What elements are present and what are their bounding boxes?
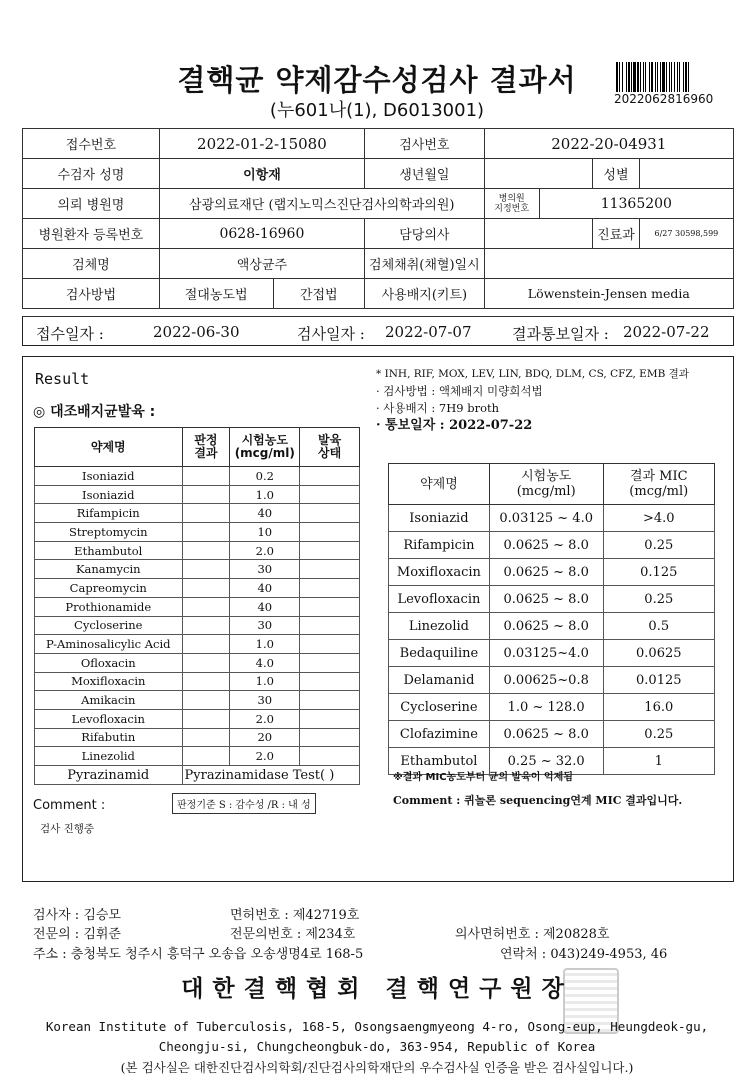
table-row — [35, 467, 360, 486]
cell-empty — [182, 728, 230, 747]
comment-value: 검사 진행중 — [40, 823, 95, 835]
tester: 검사자 : 김승모 — [33, 908, 121, 923]
absolute-concentration-table — [34, 427, 360, 785]
cell-drug: Cycloserine — [35, 616, 183, 635]
pyrazinamide-drug: Pyrazinamid — [35, 766, 183, 785]
cell-drug: Rifabutin — [35, 728, 183, 747]
cell-empty — [182, 579, 230, 598]
notified-date: 2022-07-22 — [623, 323, 710, 341]
cell-empty — [182, 485, 230, 504]
cell-empty — [182, 523, 230, 542]
specimen: 액상균주 — [159, 249, 364, 279]
cell-conc: 2.0 — [230, 709, 300, 728]
cell-conc: 2.0 — [230, 747, 300, 766]
test-no: 2022-20-04931 — [484, 129, 733, 159]
notified-label: 결과통보일자 : — [512, 325, 609, 343]
table-row — [35, 523, 360, 542]
cell-conc: 10 — [230, 523, 300, 542]
table-row — [35, 653, 360, 672]
hospital-code: 11365200 — [539, 189, 733, 219]
col-header: 시험농도 (mcg/ml) — [230, 428, 300, 467]
patient-info-table — [22, 128, 734, 309]
received-label: 접수일자 : — [36, 325, 104, 343]
table-row — [35, 560, 360, 579]
address: 주소 : 충청북도 청주시 흥덕구 오송읍 오송생명4로 168-5 — [33, 947, 364, 962]
criteria-note: 판정기준 S : 감수성 /R : 내 성 — [172, 793, 316, 814]
pyrazinamide-test: Pyrazinamidase Test( ) — [182, 766, 359, 785]
table-row — [35, 709, 360, 728]
label: 검사방법 — [23, 279, 160, 309]
cell-range: 0.03125~4.0 — [489, 640, 603, 667]
cell-empty — [300, 579, 360, 598]
table-row — [389, 721, 715, 748]
certification-note: (본 검사실은 대한진단검사의학회/진단검사의학재단의 우수검사실 인증을 받은 검사실입니다.) — [120, 1060, 634, 1075]
cell-drug: Levofloxacin — [35, 709, 183, 728]
label: 생년월일 — [365, 159, 485, 189]
cell-empty — [300, 616, 360, 635]
mic-notify: · 통보일자 : 2022-07-22 — [376, 418, 533, 433]
cell-empty — [182, 672, 230, 691]
receipt-no: 2022-01-2-15080 — [159, 129, 364, 159]
cell-conc: 30 — [230, 616, 300, 635]
cell-conc: 30 — [230, 691, 300, 710]
cell-empty — [300, 728, 360, 747]
cell-mic: 0.25 — [603, 586, 714, 613]
method-1: 절대농도법 — [159, 279, 273, 309]
cell-empty — [182, 560, 230, 579]
cell-drug: P-Aminosalicylic Acid — [35, 635, 183, 654]
cell-empty — [300, 541, 360, 560]
cell-empty — [300, 691, 360, 710]
license-no: 면허번호 : 제42719호 — [230, 908, 360, 923]
cell-mic: 0.0125 — [603, 667, 714, 694]
cell-mic: 0.5 — [603, 613, 714, 640]
table-row — [35, 616, 360, 635]
cell-mic: >4.0 — [603, 505, 714, 532]
mic-note: ※결과 MIC농도부터 균의 발육이 억제됨 — [393, 772, 573, 783]
cell-drug: Isoniazid — [35, 467, 183, 486]
cell-empty — [300, 560, 360, 579]
label: 성별 — [593, 159, 640, 189]
method-2: 간접법 — [273, 279, 365, 309]
cell-empty — [300, 747, 360, 766]
cell-mic: 0.125 — [603, 559, 714, 586]
cell-drug: Linezolid — [389, 613, 490, 640]
cell-drug: Delamanid — [389, 667, 490, 694]
table-row — [389, 586, 715, 613]
result-label: Result — [35, 370, 90, 388]
collect — [484, 249, 733, 279]
specialist: 전문의 : 김휘준 — [33, 927, 121, 942]
cell-drug: Isoniazid — [35, 485, 183, 504]
col-header: 발육 상태 — [300, 428, 360, 467]
cell-empty — [300, 653, 360, 672]
cell-empty — [182, 747, 230, 766]
mic-comment: Comment : 퀴놀론 sequencing연계 MIC 결과입니다. — [393, 794, 683, 807]
table-row — [35, 747, 360, 766]
table-row — [35, 485, 360, 504]
cell-range: 0.00625~0.8 — [489, 667, 603, 694]
table-row — [389, 532, 715, 559]
label: 접수번호 — [23, 129, 160, 159]
cell-range: 0.0625 ~ 8.0 — [489, 613, 603, 640]
cell-drug: Capreomycin — [35, 579, 183, 598]
table-row — [389, 667, 715, 694]
cell-drug: Ethambutol — [389, 748, 490, 775]
cell-mic: 0.25 — [603, 721, 714, 748]
cell-mic: 16.0 — [603, 694, 714, 721]
cell-conc: 4.0 — [230, 653, 300, 672]
tested-label: 검사일자 : — [297, 325, 365, 343]
table-row — [35, 635, 360, 654]
birth — [484, 159, 592, 189]
media: Löwenstein-Jensen media — [484, 279, 733, 309]
cell-mic: 1 — [603, 748, 714, 775]
label: 검체명 — [23, 249, 160, 279]
label: 병원환자 등록번호 — [23, 219, 160, 249]
cell-conc: 2.0 — [230, 541, 300, 560]
cell-empty — [300, 523, 360, 542]
cell-empty — [182, 635, 230, 654]
patient-reg: 0628-16960 — [159, 219, 364, 249]
hospital-code-label: 병의원 지정번호 — [484, 189, 539, 219]
mic-media-note: · 사용배지 : 7H9 broth — [376, 401, 500, 415]
table-row — [35, 672, 360, 691]
label: 의뢰 병원명 — [23, 189, 160, 219]
cell-drug: Prothionamide — [35, 597, 183, 616]
table-row — [35, 504, 360, 523]
english-address-1: Korean Institute of Tuberculosis, 168-5, Osongsaengmyeong 4-ro, Osong-eup, Heungdeok-gu, — [45, 1019, 709, 1034]
cell-empty — [182, 691, 230, 710]
hospital: 삼광의료재단 (랩지노믹스진단검사의학과의원) — [159, 189, 484, 219]
cell-empty — [300, 485, 360, 504]
cell-empty — [182, 709, 230, 728]
barcode-bar — [689, 62, 690, 92]
label: 진료과 — [593, 219, 640, 249]
table-row — [389, 613, 715, 640]
barcode — [616, 62, 719, 92]
barcode-number: 2022062816960 — [614, 92, 714, 106]
cell-conc: 40 — [230, 504, 300, 523]
cell-range: 0.25 ~ 32.0 — [489, 748, 603, 775]
cell-conc: 1.0 — [230, 485, 300, 504]
cell-conc: 0.2 — [230, 467, 300, 486]
cell-range: 0.0625 ~ 8.0 — [489, 559, 603, 586]
cell-drug: Levofloxacin — [389, 586, 490, 613]
seal-char: 장 — [541, 976, 573, 1002]
col-header: 시험농도 (mcg/ml) — [489, 464, 603, 505]
cell-drug: Cycloserine — [389, 694, 490, 721]
table-row — [35, 597, 360, 616]
cell-empty — [182, 616, 230, 635]
cell-conc: 1.0 — [230, 635, 300, 654]
cell-empty — [300, 635, 360, 654]
cell-drug: Streptomycin — [35, 523, 183, 542]
table-row — [389, 505, 715, 532]
cell-empty — [182, 541, 230, 560]
cell-drug: Ethambutol — [35, 541, 183, 560]
cell-drug: Kanamycin — [35, 560, 183, 579]
col-header: 판정 결과 — [182, 428, 230, 467]
english-address-2: Cheongju-si, Chungcheongbuk-do, 363-954, Republic of Korea — [158, 1039, 596, 1054]
dates-row — [22, 316, 734, 346]
cell-mic: 0.0625 — [603, 640, 714, 667]
cell-empty — [182, 467, 230, 486]
table-row — [35, 579, 360, 598]
cell-empty — [182, 504, 230, 523]
cell-range: 0.0625 ~ 8.0 — [489, 586, 603, 613]
mic-table — [388, 463, 715, 775]
cell-empty — [300, 597, 360, 616]
cell-drug: Moxifloxacin — [35, 672, 183, 691]
comment-label: Comment : — [33, 798, 106, 813]
table-row — [389, 559, 715, 586]
contact: 연락처 : 043)249-4953, 46 — [500, 947, 668, 962]
table-row — [389, 640, 715, 667]
table-row — [35, 728, 360, 747]
doctor-license: 의사면허번호 : 제20828호 — [455, 927, 610, 942]
tested-date: 2022-07-07 — [385, 323, 472, 341]
cell-mic: 0.25 — [603, 532, 714, 559]
dept: 6/27 30598,599 — [639, 219, 733, 249]
label: 검사번호 — [365, 129, 485, 159]
col-header: 약제명 — [35, 428, 183, 467]
cell-conc: 30 — [230, 560, 300, 579]
document-title: 결핵균 약제감수성검사 결과서 — [177, 63, 577, 97]
cell-drug: Bedaquiline — [389, 640, 490, 667]
cell-range: 0.0625 ~ 8.0 — [489, 532, 603, 559]
cell-drug: Amikacin — [35, 691, 183, 710]
col-header: 결과 MIC (mcg/ml) — [603, 464, 714, 505]
received-date: 2022-06-30 — [153, 323, 240, 341]
cell-empty — [300, 672, 360, 691]
cell-drug: Rifampicin — [35, 504, 183, 523]
cell-range: 0.03125 ~ 4.0 — [489, 505, 603, 532]
specialist-no: 전문의번호 : 제234호 — [230, 927, 356, 942]
cell-drug: Isoniazid — [389, 505, 490, 532]
label: 검체채취(채혈)일시 — [365, 249, 485, 279]
control-growth-title: ◎ 대조배지균발육 : — [33, 404, 156, 420]
label: 담당의사 — [365, 219, 485, 249]
doctor — [484, 219, 592, 249]
mic-notes — [376, 366, 689, 434]
mic-drugs-note: * INH, RIF, MOX, LEV, LIN, BDQ, DLM, CS, CFZ, EMB 결과 — [376, 368, 689, 380]
cell-conc: 40 — [230, 579, 300, 598]
cell-range: 1.0 ~ 128.0 — [489, 694, 603, 721]
patient-name: 이항재 — [159, 159, 364, 189]
table-row — [35, 691, 360, 710]
table-row — [35, 541, 360, 560]
cell-empty — [300, 467, 360, 486]
mic-method-note: · 검사방법 : 액체배지 미량희석법 — [376, 384, 543, 398]
cell-drug: Moxifloxacin — [389, 559, 490, 586]
col-header: 약제명 — [389, 464, 490, 505]
cell-empty — [300, 504, 360, 523]
cell-drug: Linezolid — [35, 747, 183, 766]
cell-drug: Ofloxacin — [35, 653, 183, 672]
organization-name: 대한결핵협회 결핵연구원장 — [181, 976, 573, 1002]
label: 사용배지(키트) — [365, 279, 485, 309]
document-subtitle: (누601나(1), D6013001) — [269, 100, 485, 121]
cell-conc: 40 — [230, 597, 300, 616]
table-row — [389, 694, 715, 721]
sex — [639, 159, 733, 189]
cell-conc: 1.0 — [230, 672, 300, 691]
cell-conc: 20 — [230, 728, 300, 747]
cell-drug: Rifampicin — [389, 532, 490, 559]
cell-empty — [182, 597, 230, 616]
cell-empty — [300, 709, 360, 728]
cell-empty — [182, 653, 230, 672]
cell-drug: Clofazimine — [389, 721, 490, 748]
cell-range: 0.0625 ~ 8.0 — [489, 721, 603, 748]
label: 수검자 성명 — [23, 159, 160, 189]
